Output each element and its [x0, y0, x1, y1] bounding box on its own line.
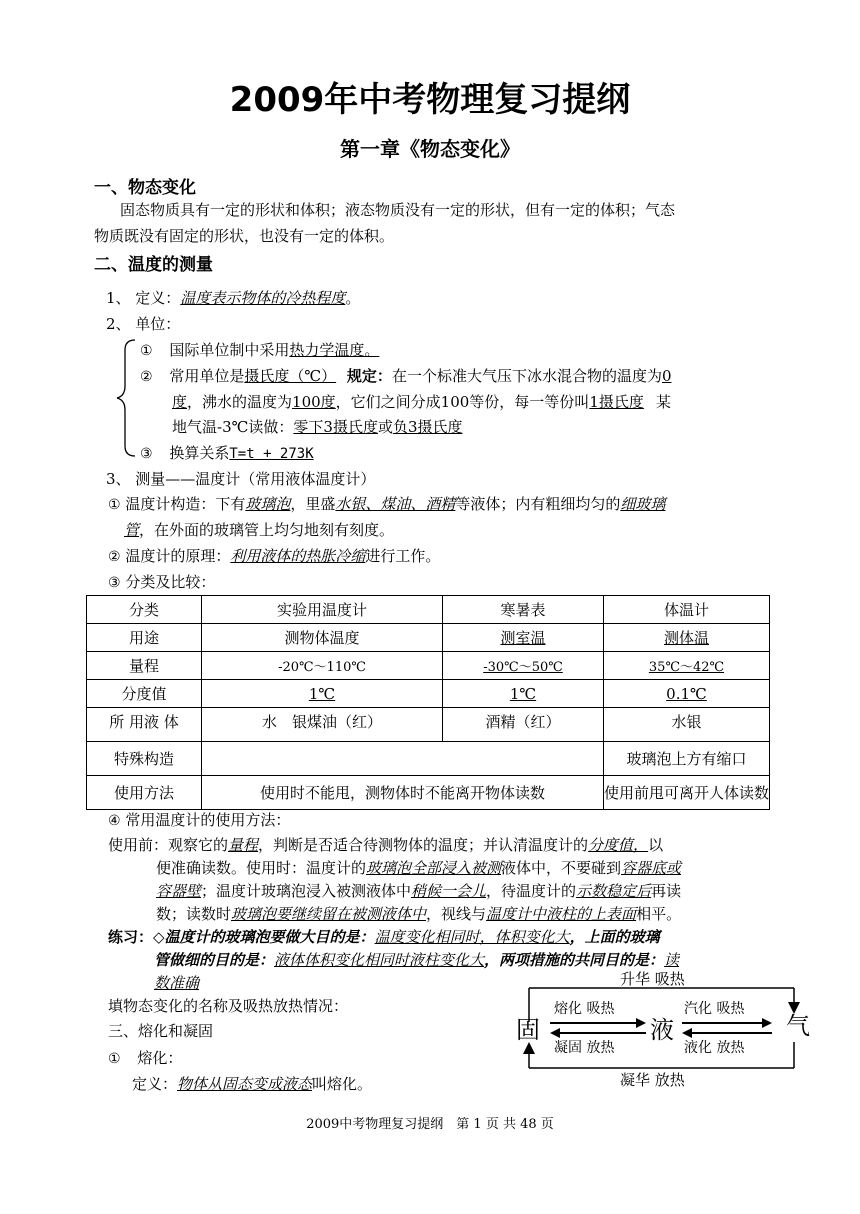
underlined-text: 1摄氏度 — [589, 393, 644, 411]
item-number: ② — [108, 549, 121, 565]
underlined-text: 温度计中液柱的上表面 — [486, 905, 637, 923]
section-heading: 一、物态变化 — [94, 178, 196, 198]
underlined-text: 玻璃泡要继续留在被测液体中 — [231, 905, 427, 923]
underlined-text: 零下3摄氏度 — [293, 418, 378, 436]
row-label: 特殊构造 — [87, 742, 202, 776]
table-row — [87, 624, 770, 652]
table-cell: 玻璃泡上方有缩口 — [604, 742, 770, 776]
unit-item — [140, 365, 672, 386]
header-cell: 分类 — [87, 596, 202, 624]
item-number: ① — [108, 1051, 121, 1067]
bottom-label: 凝华 放热 — [620, 1071, 685, 1089]
unit-item — [140, 442, 314, 463]
fill-instruction: 填物态变化的名称及吸热放热情况： — [108, 997, 349, 1015]
underlined-text: 稍候一会儿 — [411, 882, 487, 900]
unit-item-cont — [172, 416, 463, 437]
text: 常用温度计的使用方法： — [125, 811, 291, 829]
row-label: 用途 — [87, 624, 202, 652]
text: 国际单位制中采用 — [169, 341, 290, 359]
underlined-text: T=t + 273K — [229, 446, 314, 462]
text: 。 — [345, 289, 361, 307]
table-row — [87, 680, 770, 708]
text: 再读 — [651, 882, 682, 900]
paragraph-line: 物质既没有固定的形状，也没有一定的体积。 — [94, 227, 395, 245]
brace-icon — [115, 338, 139, 458]
top-label: 升华 吸热 — [620, 970, 685, 988]
underlined-text: 细玻璃 — [620, 495, 666, 513]
underlined-text: 读 — [664, 951, 680, 969]
table-cell: 水 银煤油（红） — [202, 708, 443, 742]
underlined-text: 水银、煤油、酒精 — [335, 495, 456, 513]
header-cell: 寒暑表 — [443, 596, 604, 624]
rule-label: 规定： — [346, 367, 392, 385]
usage-title — [108, 809, 290, 830]
text: 管做细的目的是： — [154, 951, 275, 969]
condense-label: 液化 放热 — [684, 1040, 745, 1056]
text: ，视线与 — [426, 905, 487, 923]
melting-definition — [132, 1073, 372, 1094]
text: ，判断是否适合待测物体的温度；并认清温度计的 — [258, 836, 589, 854]
row-label: 量程 — [87, 652, 202, 680]
classify-line — [108, 571, 215, 592]
melting-title — [108, 1047, 182, 1068]
item-number: ③ — [108, 575, 121, 591]
table-cell — [202, 742, 604, 776]
text: 叫熔化。 — [312, 1075, 373, 1093]
text: 等液体；内有粗细均匀的 — [455, 495, 621, 513]
table-cell: 使用时不能甩，测物体时不能离开物体读数 — [202, 776, 604, 810]
arrowhead-icon — [636, 1018, 646, 1028]
table-row — [87, 652, 770, 680]
section-heading: 二、温度的测量 — [94, 255, 213, 275]
row-label: 所 用液 体 — [87, 708, 202, 742]
underlined-text: 摄氏度（℃） — [244, 367, 337, 385]
underlined-text: 100度 — [292, 393, 336, 411]
table-row — [87, 742, 770, 776]
table-row — [87, 776, 770, 810]
construction-line — [108, 493, 665, 514]
text: 定义： — [132, 1075, 178, 1093]
melt-label: 熔化 吸热 — [554, 1001, 615, 1017]
underlined-text: 数准确 — [154, 974, 200, 992]
label: 1、 定义： — [106, 289, 181, 307]
underlined-text: 容器壁 — [156, 882, 202, 900]
unit-item — [140, 339, 379, 360]
underlined-text: 利用液体的热胀冷缩 — [230, 547, 366, 565]
underlined-text: 示数稳定后 — [576, 882, 652, 900]
page-title: 2009年中考物理复习提纲 — [229, 80, 631, 120]
item-number: ① — [140, 343, 153, 359]
unit-line: 2、 单位： — [106, 315, 181, 333]
arrowhead-icon — [550, 1028, 560, 1038]
underlined-text: 玻璃泡 — [245, 495, 291, 513]
table-cell: 测物体温度 — [202, 624, 443, 652]
text: 液体中，不要碰到 — [501, 859, 622, 877]
table-cell: 酒精（红） — [443, 708, 604, 742]
usage-line — [156, 903, 681, 924]
header-cell: 实验用温度计 — [202, 596, 443, 624]
practice-line — [154, 972, 199, 993]
underlined-text: 0 — [661, 367, 672, 385]
table-cell: 测室温 — [443, 624, 604, 652]
table-cell: 1℃ — [443, 680, 604, 708]
underlined-text: 物体从固态变成液态 — [177, 1075, 313, 1093]
underlined-text: 玻璃泡全部浸入被测 — [366, 859, 502, 877]
item-number: ① — [108, 497, 121, 513]
underlined-text: 热力学温度。 — [289, 341, 380, 359]
table-cell: 35℃～42℃ — [604, 652, 770, 680]
text: 常用单位是 — [169, 367, 245, 385]
text: 温度计的原理： — [125, 547, 231, 565]
construction-line-cont — [124, 519, 394, 540]
table-header-row — [87, 596, 770, 624]
text: 地气温-3℃读做： — [172, 418, 294, 436]
vapor-label: 汽化 吸热 — [684, 1001, 745, 1017]
underlined-text: 度 — [172, 393, 188, 411]
item-number: ③ — [140, 446, 153, 462]
solid-label: 固 — [516, 1016, 540, 1044]
freeze-label: 凝固 放热 — [554, 1040, 615, 1056]
text: ，在外面的玻璃管上均匀地刻有刻度。 — [139, 521, 395, 539]
measure-line: 3、 测量——温度计（常用液体温度计） — [106, 470, 376, 488]
table-cell: 使用前甩可离开人体读数 — [604, 776, 770, 810]
text: 分类及比较： — [125, 573, 216, 591]
underlined-text: 量程 — [228, 836, 259, 854]
text: 熔化： — [137, 1049, 183, 1067]
table-cell: -30℃～50℃ — [443, 652, 604, 680]
text: 使用前：观察它的 — [108, 836, 229, 854]
underlined-text: 温度变化相同时，体积变化大 — [374, 928, 570, 946]
text: ；温度计玻璃泡浸入被测液体中 — [201, 882, 412, 900]
paragraph-line: 固态物质具有一定的形状和体积；液态物质没有一定的形状，但有一定的体积；气态 — [120, 201, 676, 219]
principle-line — [108, 545, 440, 566]
unit-item-cont — [172, 391, 671, 412]
section-heading: 三、熔化和凝固 — [108, 1022, 214, 1040]
row-label: 使用方法 — [87, 776, 202, 810]
practice-line — [154, 949, 679, 970]
text: 以 — [648, 836, 664, 854]
underlined-text: 液体体积变化相同时液柱变化大 — [274, 951, 485, 969]
table-cell: 1℃ — [202, 680, 443, 708]
text: ，两项措施的共同目的是： — [484, 951, 665, 969]
definition-line — [106, 287, 360, 308]
table-cell: 水银 — [604, 708, 770, 742]
text: ◇温度计的玻璃泡要做大目的是： — [153, 928, 375, 946]
underlined-text: 负3摄氏度 — [392, 418, 463, 436]
text: ，待温度计的 — [486, 882, 577, 900]
text: 相平。 — [636, 905, 682, 923]
text: ，沸水的温度为 — [187, 393, 293, 411]
text: 数；读数时 — [156, 905, 232, 923]
chapter-title: 第一章《物态变化》 — [340, 137, 520, 161]
practice-label: 练习： — [108, 928, 154, 946]
text: 在一个标准大气压下冰水混合物的温度为 — [391, 367, 662, 385]
text: 便准确读数。使用时：温度计的 — [156, 859, 367, 877]
table-cell: 测体温 — [604, 624, 770, 652]
practice-line — [108, 926, 660, 947]
phase-diagram — [510, 970, 820, 1095]
item-number: ② — [140, 369, 153, 385]
arrowhead-icon — [682, 1028, 692, 1038]
header-cell: 体温计 — [604, 596, 770, 624]
text: ，里盛 — [290, 495, 336, 513]
text: 温度计构造：下有 — [125, 495, 246, 513]
text: 进行工作。 — [365, 547, 441, 565]
usage-line — [156, 880, 681, 901]
comparison-table — [86, 595, 770, 810]
row-label: 分度值 — [87, 680, 202, 708]
underlined-text: 分度值， — [588, 836, 649, 854]
usage-line — [108, 834, 663, 855]
text: 或 — [377, 418, 393, 436]
item-number: ④ — [108, 813, 121, 829]
text: 换算关系 — [169, 444, 230, 462]
underlined-text: 温度表示物体的冷热程度 — [180, 289, 346, 307]
text: 某 — [655, 393, 671, 411]
gas-label: 气 — [786, 1012, 810, 1040]
liquid-label: 液 — [650, 1016, 674, 1044]
table-row — [87, 708, 770, 742]
text: ，上面的玻璃 — [569, 928, 660, 946]
arrowhead-icon — [762, 1018, 772, 1028]
page-footer: 2009中考物理复习提纲 第 1 页 共 48 页 — [306, 1117, 554, 1132]
text: ，它们之间分成100等份，每一等份叫 — [335, 393, 590, 411]
table-cell: -20℃～110℃ — [202, 652, 443, 680]
underlined-text: 容器底或 — [621, 859, 682, 877]
usage-line — [156, 857, 681, 878]
underlined-text: 管 — [124, 521, 140, 539]
table-cell: 0.1℃ — [604, 680, 770, 708]
